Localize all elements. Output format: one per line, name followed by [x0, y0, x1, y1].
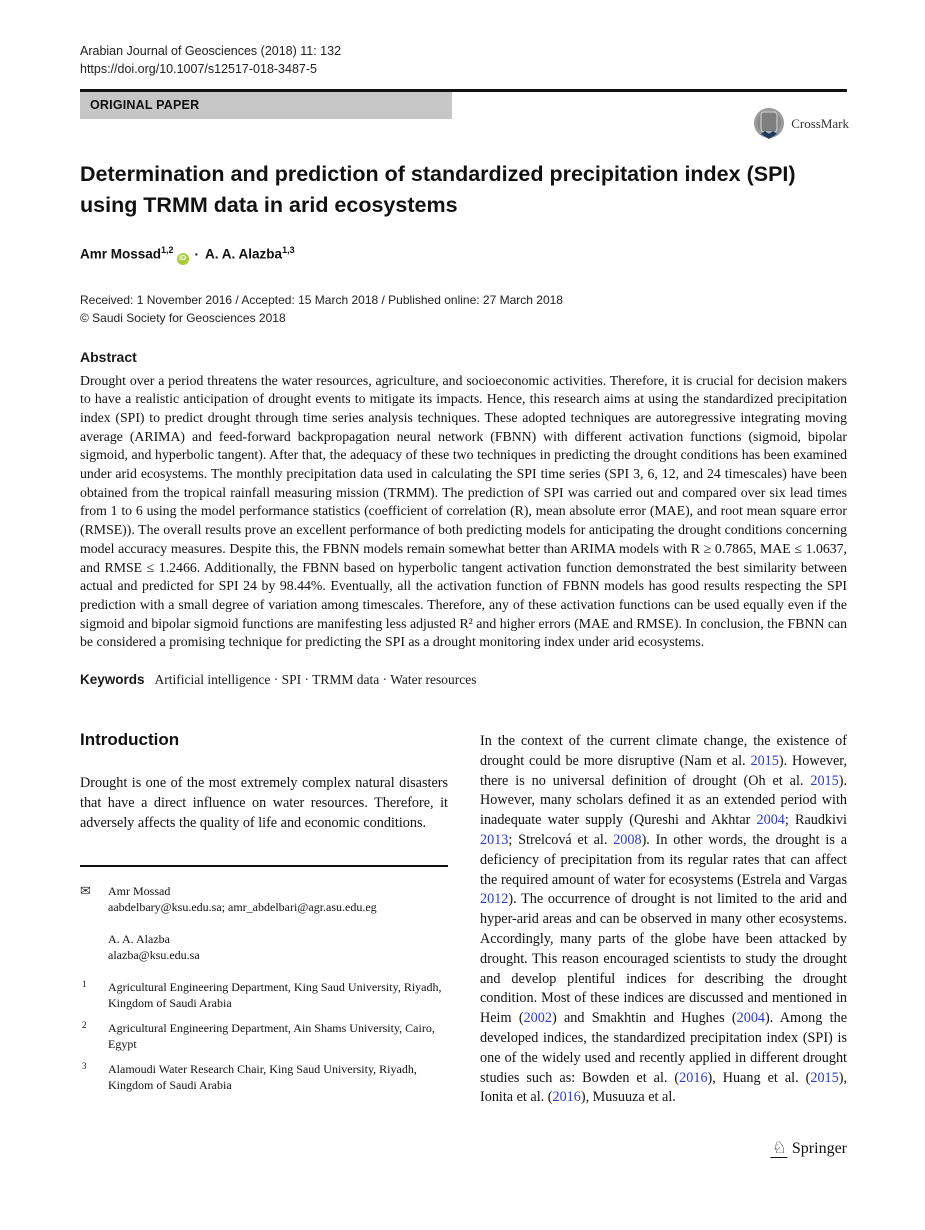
affiliation-item [80, 1020, 448, 1052]
paragraph-text: ) and Smakhtin and Hughes ( [551, 1010, 737, 1027]
keywords-line [80, 672, 847, 688]
author-name: A. A. Alazba [205, 246, 283, 262]
correspondent-email[interactable]: aabdelbary@ksu.edu.sa; amr_abdelbari@agr.asu.edu.eg [108, 900, 377, 915]
correspondence-text [108, 931, 200, 963]
correspondence-item [80, 883, 448, 915]
crossmark-label: CrossMark [791, 116, 849, 131]
citation-year-link[interactable]: 2013 [480, 832, 509, 849]
citation-year-link[interactable]: 2002 [523, 1010, 552, 1027]
abstract-heading: Abstract [80, 348, 137, 365]
author-separator: · [194, 246, 200, 262]
envelope-spacer [80, 931, 108, 963]
affiliations-list [80, 979, 448, 1093]
abstract-body: Drought over a period threatens the water resources, agriculture, and socioeconomic activities. Therefore, it is crucial for decision makers to have a realistic anticipation of drought events to mitigate its impacts. Hence, this research aims at using the standardized precipitation index (SPI) to predict drought through time series analysis techniques. These adopted techniques are autoregressive integrating moving average (ARIMA) and feed-forward backpropagation neural network (FBNN) with different activation functions (sigmoid, bipolar sigmoid, and hyperbolic tangent). After that, the adequacy of these two techniques in predicting the drought conditions has been examined under arid ecosystems. The monthly precipitation data used in calculating the SPI time series (SPI 3, 6, 12, and 24 timescales) have been obtained from the tropical rainfall measuring mission (TRMM). The prediction of SPI was carried out and compared over six lead times from 1 to 6 using the model performance statistics (coefficient of correlation (R), mean absolute error (MAE), and root mean square error (RMSE)). The overall results prove an excellent performance of both predicting models for anticipating the drought conditions concerning model accuracy measures. Despite this, the FBNN models remain somewhat better than ARIMA models with R ≥ 0.7865, MAE ≤ 1.0637, and RMSE ≤ 1.2466. Additionally, the FBNN based on hyperbolic tangent activation function demonstrated the best similarity between actual and predicted for SPI 24 by 98.44%. Eventually, all the activation function of FBNN models has good results respecting the SPI prediction with a small degree of variation among timescales. Therefore, any of these activation functions can be used equally even if the sigmoid and bipolar sigmoid functions are manifesting less adjusted R² and higher errors (MAE and RMSE). In conclusion, the FBNN can be considered a promising technique for predicting the SPI as a drought monitoring index under arid ecosystems. [80, 372, 847, 650]
paragraph-text: ). Among the developed indices, the standardized precipitation index (SPI) is one of the widely used and recently applied in different drought studies such as: Bowden et al. ( [480, 1010, 847, 1086]
section-heading-introduction: Introduction [80, 730, 180, 750]
keywords-text: Artificial intelligence · SPI · TRMM data · Water resources [154, 672, 477, 688]
left-column [80, 730, 448, 1108]
doi-link[interactable]: https://doi.org/10.1007/s12517-018-3487-5 [80, 62, 317, 76]
publisher-logo [771, 1139, 847, 1158]
authors-line [80, 245, 847, 265]
affiliation-text: Agricultural Engineering Department, Ain Shams University, Cairo, Egypt [108, 1021, 435, 1052]
paragraph-text: ). However, there is no universal definition of drought (Oh et al. [480, 752, 847, 789]
correspondent-email[interactable]: alazba@ksu.edu.sa [108, 948, 200, 963]
correspondence-list [80, 883, 448, 963]
citation-year-link[interactable]: 2016 [552, 1089, 581, 1106]
affiliation-text: Agricultural Engineering Department, King Saud University, Riyadh, Kingdom of Saudi Arabia [108, 980, 442, 1011]
paragraph-text: ; Strelcová et al. [508, 832, 614, 849]
citation-year-link[interactable]: 2012 [480, 891, 509, 908]
citation-year-link[interactable]: 2004 [736, 1010, 765, 1027]
affiliation-item [80, 1061, 448, 1093]
copyright-line: © Saudi Society for Geosciences 2018 [80, 310, 286, 325]
citation-year-link[interactable]: 2004 [756, 812, 785, 829]
author-affiliation-sup: 1,3 [282, 245, 295, 255]
citation-year-link[interactable]: 2015 [750, 752, 779, 769]
paragraph-text: In the context of the current climate change, the existence of drought could be more disruptive (Nam et al. [480, 733, 847, 769]
affiliation-number: 2 [82, 1020, 87, 1031]
keywords-label: Keywords [80, 672, 145, 688]
citation-year-link[interactable]: 2016 [679, 1069, 708, 1086]
paragraph-text: ), Musuuza et al. [580, 1089, 676, 1106]
citation-year-link[interactable]: 2015 [810, 772, 839, 789]
author-name: Amr Mossad [80, 246, 162, 262]
affiliation-number: 1 [82, 979, 87, 990]
intro-paragraph-right [480, 732, 847, 1108]
article-title: Determination and prediction of standardized precipitation index (SPI) using TRMM data in arid ecosystems [80, 162, 796, 217]
paragraph-text: ). In other words, the drought is a deficiency of precipitation from its regular rates that can affect the required amount of water for ecosystems (Estrela and Vargas [480, 832, 847, 888]
author-affiliation-sup: 1,2 [161, 245, 174, 255]
paragraph-text: ; Raudkivi [784, 812, 847, 829]
correspondence-item [80, 931, 448, 963]
correspondent-name: Amr Mossad [108, 884, 171, 899]
article-history: Received: 1 November 2016 / Accepted: 15 March 2018 / Published online: 27 March 2018 [80, 292, 563, 307]
orcid-icon[interactable]: iD [177, 253, 189, 265]
journal-line: Arabian Journal of Geosciences (2018) 11: 132 [80, 44, 342, 58]
paragraph-text: ), Ionita et al. ( [480, 1069, 847, 1106]
crossmark-icon [752, 106, 786, 142]
crossmark-badge[interactable] [752, 106, 849, 142]
affiliation-number: 3 [82, 1061, 87, 1072]
original-paper-banner: ORIGINAL PAPER [80, 92, 452, 119]
right-column [480, 730, 847, 1108]
publisher-name: Springer [791, 1139, 847, 1157]
paragraph-text: ), Huang et al. ( [707, 1069, 811, 1086]
affiliation-item [80, 979, 448, 1011]
envelope-icon: ✉ [80, 883, 91, 899]
footnote-block [80, 883, 448, 1093]
springer-knight-icon: ♘ [771, 1138, 788, 1157]
correspondence-text [108, 883, 377, 915]
citation-year-link[interactable]: 2008 [613, 832, 642, 849]
intro-paragraph: Drought is one of the most extremely complex natural disasters that have a direct influence on water resources. Therefore, it adversely affects the quality of life and economic conditions. [80, 775, 448, 831]
two-column-body [80, 730, 847, 1108]
citation-year-link[interactable]: 2015 [810, 1069, 839, 1086]
paragraph-text: ). However, many scholars defined it as an extended period with inadequate water supply (Qureshi and Akhtar [480, 772, 847, 829]
paragraph-text: ). The occurrence of drought is not limited to the arid and hyper-arid areas and can be observed in many other ecosystems. Accordingly, many parts of the globe have been attacked by drought. This reason encouraged scientists to study the drought and develop plentiful indices for describing the drought condition. Most of these indices are discussed and mentioned in Heim ( [480, 891, 847, 1027]
affiliation-text: Alamoudi Water Research Chair, King Saud University, Riyadh, Kingdom of Saudi Arabia [108, 1062, 417, 1093]
footnote-rule [80, 865, 448, 867]
correspondent-name: A. A. Alazba [108, 932, 170, 947]
